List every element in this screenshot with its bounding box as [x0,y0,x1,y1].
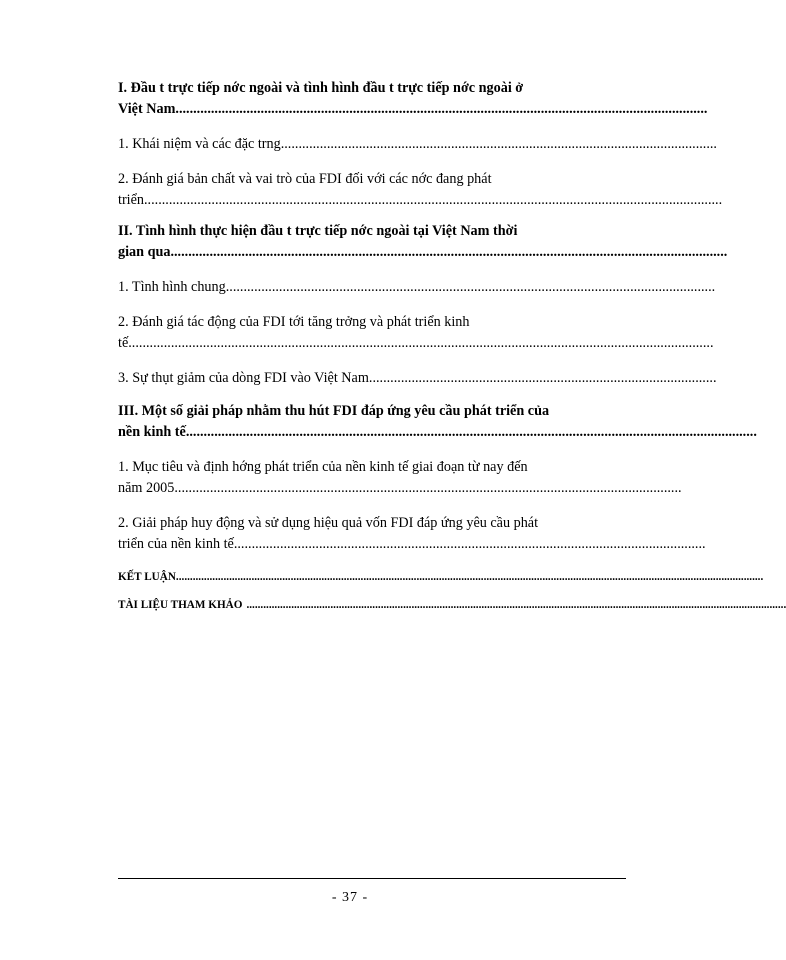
toc-item-2-3-label: 3. Sự thụt giảm của dòng FDI vào Việt Nam [118,370,369,386]
toc-dot-leader: ................................................................................................................................................................. [185,424,757,440]
toc-section-1-title-cont [118,99,708,120]
toc-section-3-title: III. Một số giải pháp nhằm thu hút FDI đáp ứng yêu cầu phát triển của [118,403,550,419]
toc-dot-leader: .................................................................................................. [368,370,717,386]
toc-item-2-1 [118,277,716,298]
toc-section-2-title: II. Tình hình thực hiện đầu t trực tiếp nớc ngoài tại Việt Nam thời [118,223,518,239]
toc-dot-leader: ................................................................................................................................................................... [144,192,723,208]
toc-item-1-1-label: 1. Khái niệm và các đặc trng [118,136,281,152]
toc-item-1-1 [118,134,717,155]
toc-item-3-1 [118,457,682,499]
toc-conclusion-label: KẾT LUẬN [118,571,176,583]
table-of-contents [118,78,786,613]
toc-references-label: TÀI LIỆU THAM KHẢO [118,599,243,611]
toc-dot-leader: ........................................................................................................................................................... [177,244,728,260]
toc-dot-leader: ..................................................................................................................................... [233,536,706,552]
toc-section-1-title-line2: Việt Nam [118,101,176,117]
toc-item-3-1-label: 1. Mục tiêu và định hớng phát triển của nền kinh tế giai đoạn từ nay đến [118,459,528,475]
toc-item-2-2 [118,312,714,354]
toc-item-3-2-label: 2. Giải pháp huy động và sử dụng hiệu quả vốn FDI đáp ứng yêu cầu phát [118,515,539,531]
toc-dot-leader: ............................................................................................................................................... [174,480,682,496]
toc-section-3 [118,401,757,443]
toc-section-2-title-line2: gian qua.. [118,244,178,260]
toc-dot-leader: .................................................................................................................................................................................................................. [175,571,764,583]
toc-dot-leader: ........................................................................................................................... [280,136,717,152]
toc-dot-leader: ..................................................................................................................................................................... [128,335,714,351]
toc-section-1-title: I. Đầu t trực tiếp nớc ngoài và tình hình đầu t trực tiếp nớc ngoài ở [118,80,524,96]
toc-item-1-2 [118,169,723,211]
toc-dot-leader: ...................................................................................................................................................... [175,101,708,117]
toc-item-3-1-label-cont: năm 2005 [118,480,175,496]
toc-section-3-title-line2: nền kinh tế [118,424,186,440]
toc-item-2-1-label: 1. Tình hình chung [118,279,226,295]
toc-conclusion [118,569,764,585]
toc-item-3-2 [118,513,706,555]
toc-dot-leader: ................................................................................................................................................................................................. [246,599,786,611]
toc-references [118,597,786,613]
toc-item-2-2-label-cont: tế [118,335,129,351]
footer-rule [118,878,626,879]
toc-section-1 [118,78,708,120]
page-number: - 37 - [331,890,369,905]
toc-item-2-3 [118,368,717,389]
toc-item-1-2-label-cont: triển [118,192,144,208]
toc-section-2 [118,221,728,263]
toc-item-1-2-label: 2. Đánh giá bản chất và vai trò của FDI đối với các nớc đang phát [118,171,492,187]
toc-dot-leader: .......................................................................................................................................... [225,279,716,295]
toc-item-3-2-label-cont: triển của nền kinh tế [118,536,234,552]
toc-item-2-2-label: 2. Đánh giá tác động của FDI tới tăng trởng và phát triển kinh [118,314,470,330]
